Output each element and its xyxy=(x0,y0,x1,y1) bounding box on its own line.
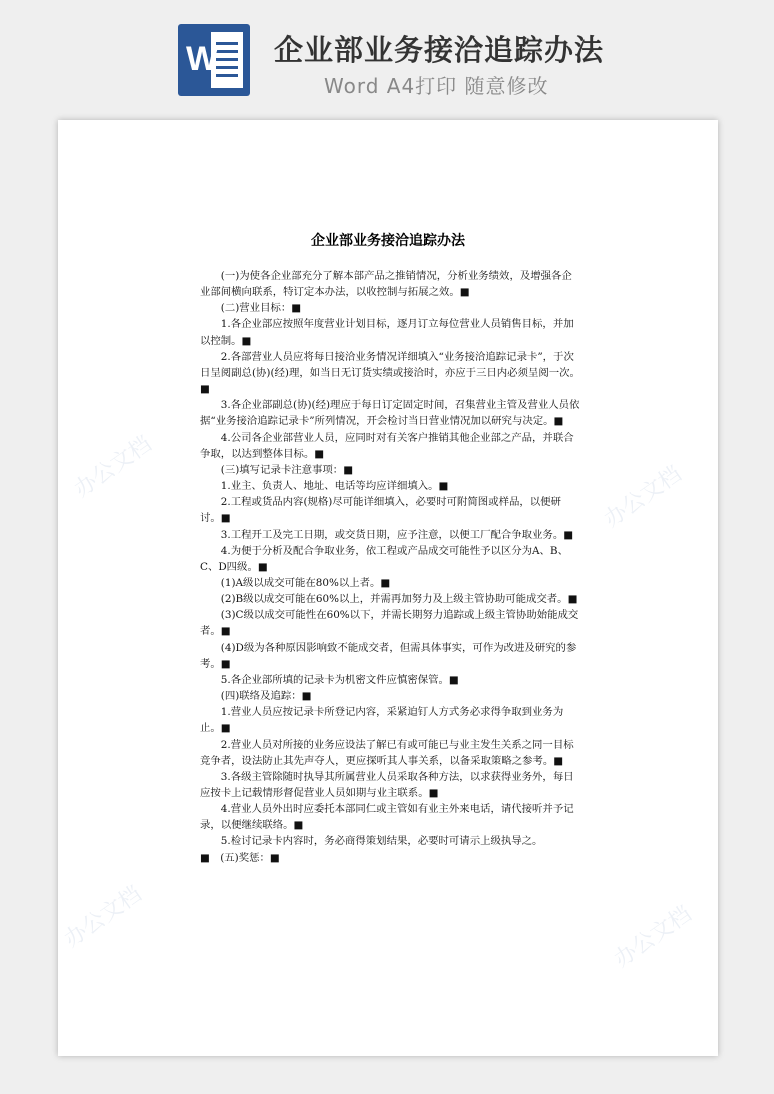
paragraph: 2.各部营业人员应将每日接洽业务情况详细填入“业务接洽追踪记录卡”，于次日呈阅副总(协)(经)理，如当日无订货实绩或接洽时，亦应于三日内必须呈阅一次。■ xyxy=(200,350,580,396)
paragraph: ■ (五)奖惩：■ xyxy=(200,851,280,864)
paragraph: 5.各企业部所填的记录卡为机密文件应慎密保管。■ xyxy=(220,673,459,686)
paragraph: (2)B级以成交可能在60%以上，并需再加努力及上级主管协助可能成交者。■ xyxy=(220,593,578,606)
icon-letter: W xyxy=(185,40,219,78)
paragraph: (3)C级以成交可能性在60%以下，并需长期努力追踪或上级主管协助始能成交者。■ xyxy=(200,609,579,638)
paragraph: 3.各企业部副总(协)(经)理应于每日订定固定时间，召集营业主管及营业人员依据“业务接洽追踪记录卡”所列情况，开会检讨当日营业情况加以研究与决定。■ xyxy=(200,399,580,428)
paragraph: 4.为便于分析及配合争取业务，依工程或产品成交可能性予以区分为A、B、C、D四级。■ xyxy=(200,544,568,573)
paragraph: (二)营业目标：■ xyxy=(220,302,302,315)
header-banner xyxy=(0,0,774,110)
paragraph: 5.检讨记录卡内容时，务必商得策划结果，必要时可请示上级执导之。 xyxy=(220,835,543,848)
paragraph: 3.工程开工及完工日期，或交货日期，应予注意，以便工厂配合争取业务。■ xyxy=(220,528,574,541)
banner-title: 企业部业务接洽追踪办法 xyxy=(274,33,605,67)
document-body xyxy=(200,268,580,866)
paragraph: (一)为使各企业部充分了解本部产品之推销情况，分析业务绩效，及增强各企业部间横向联系，特订定本办法，以收控制与拓展之效。■ xyxy=(200,270,572,299)
paragraph: 4.公司各企业部营业人员，应同时对有关客户推销其他企业部之产品，并联合争取，以达到整体目标。■ xyxy=(200,431,574,460)
paragraph: 3.各级主管除随时执导其所属营业人员采取各种方法，以求获得业务外，每日应按卡上记载情形督促营业人员如期与业主联系。■ xyxy=(200,770,574,799)
paragraph: 2.工程或货品内容(规格)尽可能详细填入，必要时可附简图或样品，以便研讨。■ xyxy=(200,496,561,525)
paragraph: 4.营业人员外出时应委托本部同仁或主管如有业主外来电话，请代接听并予记录，以便继续联络。■ xyxy=(200,803,574,832)
watermark: 办公文档 xyxy=(69,431,157,503)
paragraph: 1.营业人员应按记录卡所登记内容，采紧迫钉人方式务必求得争取到业务为止。■ xyxy=(200,706,564,735)
paragraph: 1.业主、负责人、地址、电话等均应详细填入。■ xyxy=(220,480,449,493)
paragraph: 1.各企业部应按照年度营业计划目标，逐月订立每位营业人员销售目标，并加以控制。■ xyxy=(200,318,574,347)
paragraph: (4)D级为各种原因影响致不能成交者，但需具体事实，可作为改进及研究的参考。■ xyxy=(200,641,577,670)
document-title: 企业部业务接洽追踪办法 xyxy=(311,233,465,249)
document-page xyxy=(58,120,718,1056)
watermark: 办公文档 xyxy=(59,881,147,953)
word-document-icon xyxy=(178,24,250,96)
paragraph: (1)A级以成交可能在80%以上者。■ xyxy=(220,576,391,589)
banner-subtitle: Word A4打印 随意修改 xyxy=(324,74,549,98)
paragraph: (三)填写记录卡注意事项：■ xyxy=(220,463,354,476)
paragraph: 2.营业人员对所接的业务应设法了解已有或可能已与业主发生关系之同一目标竞争者，设法防止其先声夺人，更应探听其人事关系，以备采取策略之参考。■ xyxy=(200,738,574,767)
watermark: 办公文档 xyxy=(609,901,697,973)
watermark: 办公文档 xyxy=(599,461,687,533)
paragraph: (四)联络及追踪：■ xyxy=(220,690,312,703)
